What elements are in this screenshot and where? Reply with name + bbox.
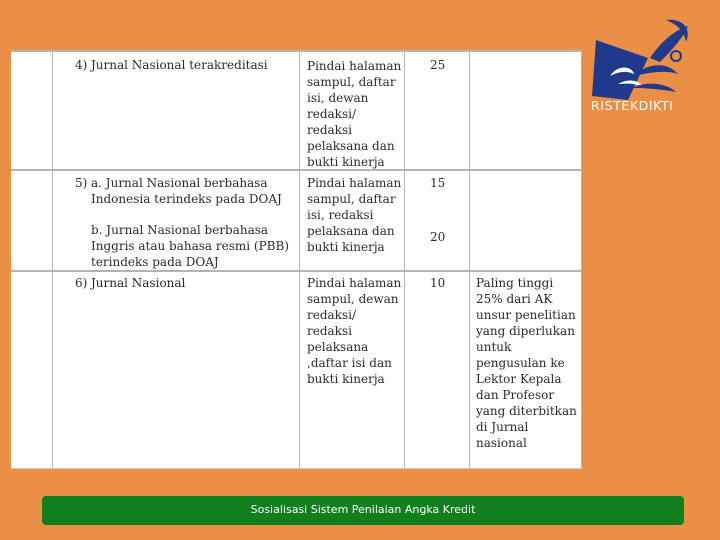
credit-value: 10 [430, 276, 446, 290]
credit-value: 20 [430, 230, 446, 244]
credit-value: 15 [430, 176, 446, 190]
evidence-cell [307, 58, 401, 170]
journal-type [91, 57, 268, 73]
evidence-line: redaksi/ [307, 308, 356, 322]
journal-type-a [91, 175, 282, 207]
evidence-line: pelaksana dan [307, 224, 395, 238]
table-border [469, 50, 470, 468]
evidence-line: pelaksana [307, 340, 369, 354]
table-border [11, 270, 582, 272]
row-number: 4) [75, 58, 88, 72]
evidence-line: bukti kinerja [307, 155, 385, 169]
footer-text: Sosialisasi Sistem Penilaian Angka Kredit [250, 503, 476, 516]
evidence-line: sampul, dewan [307, 292, 399, 306]
evidence-line: Pindai halaman [307, 176, 402, 190]
row-number: 6) [75, 276, 88, 290]
evidence-line: redaksi [307, 123, 352, 137]
evidence-line: isi, dewan [307, 91, 369, 105]
remarks-line: 25% dari AK [476, 292, 553, 306]
table-border [299, 50, 300, 468]
evidence-line: isi, redaksi [307, 208, 374, 222]
table-border [11, 169, 582, 171]
document-table [11, 50, 582, 469]
evidence-line: redaksi [307, 324, 352, 338]
journal-type-line: Jurnal Nasional terakreditasi [91, 58, 268, 72]
remarks-line: di Jurnal [476, 420, 529, 434]
footer-bar [42, 496, 684, 525]
journal-type [91, 275, 185, 291]
evidence-cell [307, 175, 401, 255]
journal-type-line: Jurnal Nasional [91, 276, 186, 290]
remarks-line: Paling tinggi [476, 276, 554, 290]
remarks-line: Lektor Kepala [476, 372, 562, 386]
evidence-line: sampul, daftar [307, 192, 396, 206]
remarks-line: yang diperlukan [476, 324, 575, 338]
table-border [11, 50, 582, 52]
evidence-line: sampul, daftar [307, 75, 396, 89]
journal-type-b [91, 222, 289, 270]
remarks-line: dan Profesor [476, 388, 555, 402]
remarks-line: nasional [476, 436, 527, 450]
journal-type-line: Inggris atau bahasa resmi (PBB) [91, 239, 289, 253]
remarks-line: unsur penelitian [476, 308, 576, 322]
evidence-line: bukti kinerja [307, 372, 385, 386]
journal-type-line: terindeks pada DOAJ [91, 255, 219, 269]
table-border [404, 50, 405, 468]
journal-type-line: b. Jurnal Nasional berbahasa [91, 223, 269, 237]
remarks-cell [476, 275, 577, 451]
remarks-line: untuk [476, 340, 512, 354]
evidence-line: Pindai halaman [307, 59, 402, 73]
evidence-line: bukti kinerja [307, 240, 385, 254]
evidence-line: Pindai halaman [307, 276, 402, 290]
evidence-line: ,daftar isi dan [307, 356, 392, 370]
evidence-cell [307, 275, 401, 387]
remarks-line: yang diterbitkan [476, 404, 577, 418]
evidence-line: redaksi/ [307, 107, 356, 121]
logo-text: RISTEKDIKTI [591, 98, 674, 113]
credit-value: 25 [430, 58, 446, 72]
table-border [581, 50, 582, 468]
evidence-line: pelaksana dan [307, 139, 395, 153]
table-border [52, 50, 53, 468]
remarks-line: pengusulan ke [476, 356, 565, 370]
journal-type-line: a. Jurnal Nasional berbahasa [91, 176, 268, 190]
row-number: 5) [75, 176, 88, 190]
journal-type-line: Indonesia terindeks pada DOAJ [91, 192, 282, 206]
